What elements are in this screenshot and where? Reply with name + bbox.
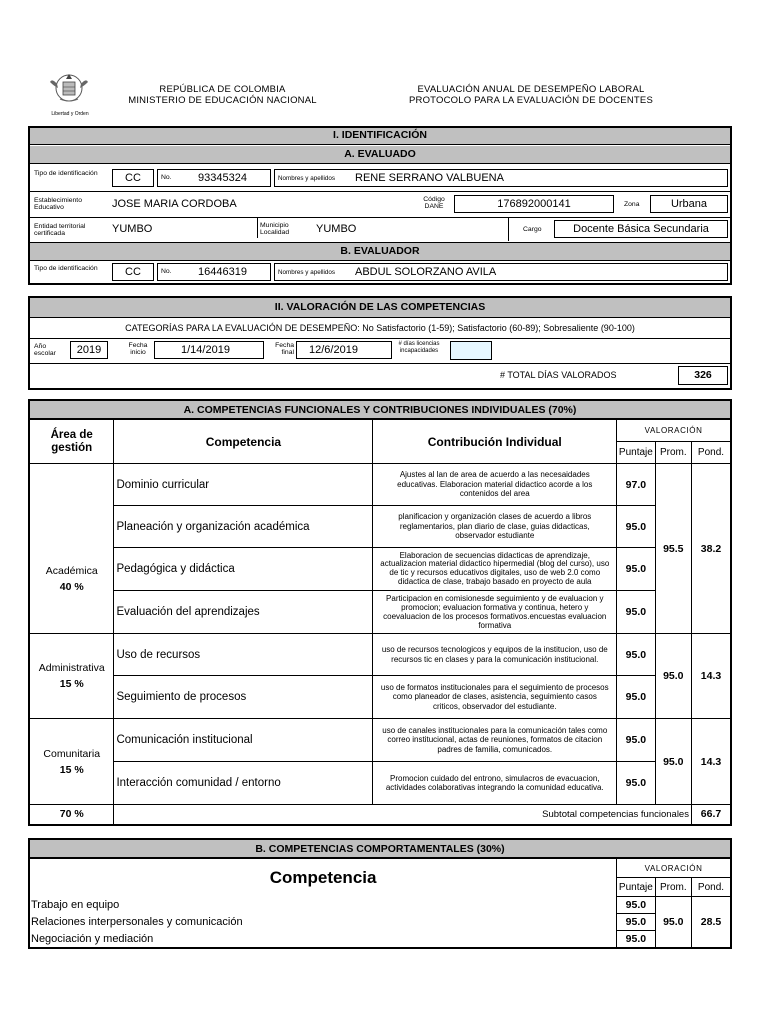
col-contribucion-header: Contribución Individual	[373, 420, 617, 464]
comp-prom-header: Prom.	[655, 878, 691, 897]
table-row	[29, 548, 731, 591]
establecimiento-label: Establecimiento Educativo	[34, 197, 82, 211]
col-valoracion-header: VALORACIÓN	[617, 420, 731, 442]
pond-academica: 38.2	[691, 464, 731, 634]
municipio-label: Municipio Localidad	[257, 218, 293, 238]
col-puntaje-header: Puntaje	[617, 442, 655, 464]
table-row	[29, 591, 731, 634]
area-comunitaria-name: Comunitaria	[43, 747, 101, 760]
comportamentales-title: B. COMPETENCIAS COMPORTAMENTALES (30%)	[28, 838, 732, 858]
municipio-value[interactable]: YUMBO	[316, 223, 357, 235]
col-area-header: Área de gestión	[29, 420, 114, 464]
tipo-id-label: Tipo de identificación	[34, 170, 98, 177]
area-administrativa-name: Administrativa	[38, 662, 105, 674]
col-competencia-header: Competencia	[114, 420, 373, 464]
puntaje-cell[interactable]: 95.0	[617, 506, 655, 548]
nombre-box	[274, 169, 728, 187]
valoracion-title: II. VALORACIÓN DE LAS COMPETENCIAS	[30, 298, 730, 318]
contribucion-cell[interactable]: uso de recursos tecnologicos y equipos de la institucion, uso de recursos tic en clases y para la comunicación institucional.	[373, 634, 617, 676]
header-right-line2: PROTOCOLO PARA LA EVALUACIÓN DE DOCENTES	[409, 95, 653, 106]
puntaje-cell[interactable]: 97.0	[617, 464, 655, 506]
no-id-label: No.	[161, 174, 172, 181]
ev-no-id-box	[157, 263, 271, 281]
prom-administrativa: 95.0	[655, 634, 691, 719]
comportamental-puntaje[interactable]: 95.0	[617, 914, 655, 931]
funcionales-title: A. COMPETENCIAS FUNCIONALES Y CONTRIBUCIONES INDIVIDUALES (70%)	[28, 399, 732, 419]
anio-label: Año escolar	[34, 343, 56, 357]
comportamental-cell: Trabajo en equipo	[31, 899, 120, 911]
comportamental-pond: 28.5	[691, 897, 731, 948]
fecha-final-field[interactable]: 12/6/2019	[296, 341, 392, 359]
dane-label: Código DANE	[423, 196, 445, 210]
evaluador-title: B. EVALUADOR	[30, 243, 730, 261]
table-row	[29, 719, 731, 762]
comportamental-prom: 95.0	[655, 897, 691, 948]
evaluado-row1	[30, 165, 730, 192]
nombre-value[interactable]: RENE SERRANO VALBUENA	[355, 172, 504, 184]
funcionales-table	[28, 419, 732, 826]
total-dias-field[interactable]: 326	[678, 366, 728, 385]
cargo-field[interactable]: Docente Básica Secundaria	[554, 220, 728, 238]
subtotal-value: 66.7	[691, 805, 731, 825]
competencia-cell: Evaluación del aprendizajes	[114, 591, 373, 634]
ev-nombre-value[interactable]: ABDUL SOLORZANO AVILA	[355, 266, 497, 278]
table-row	[29, 762, 731, 805]
header-left	[120, 84, 325, 106]
ev-nombre-box	[274, 263, 728, 281]
entidad-label: Entidad territorial certificada	[34, 223, 86, 237]
area-comunitaria-pct: 15 %	[59, 763, 84, 776]
ev-no-id-value[interactable]: 16446319	[198, 266, 247, 278]
fecha-inicio-label: Fecha inicio	[128, 342, 148, 356]
puntaje-cell[interactable]: 95.0	[617, 634, 655, 676]
table-row	[29, 676, 731, 719]
evaluador-row	[30, 262, 730, 283]
evaluado-title: A. EVALUADO	[30, 146, 730, 164]
comp-valoracion-header: VALORACIÓN	[617, 859, 731, 878]
ev-tipo-id-field[interactable]: CC	[112, 263, 154, 281]
area-academica	[29, 464, 114, 634]
identificacion-section	[28, 126, 732, 285]
ev-no-id-label: No.	[161, 268, 172, 275]
tipo-id-field[interactable]: CC	[112, 169, 154, 187]
comportamental-cell: Relaciones interpersonales y comunicación	[31, 916, 243, 928]
puntaje-cell[interactable]: 95.0	[617, 719, 655, 762]
contribucion-cell[interactable]: Promocion cuidado del entrono, simulacros de evacuacion, actividades colaborativas integrando la comunidad educativa.	[373, 762, 617, 805]
dias-licencias-label: # días licencias incapacidades	[398, 341, 440, 354]
contribucion-cell[interactable]: uso de formatos institucionales para el seguimiento de procesos como planeador de clases, asistencia, seguimiento casos criticos, observador del estudiante.	[373, 676, 617, 719]
comportamental-puntaje[interactable]: 95.0	[617, 931, 655, 948]
entidad-value[interactable]: YUMBO	[112, 223, 153, 235]
comp-header: Competencia	[29, 859, 617, 897]
anio-field[interactable]: 2019	[70, 341, 108, 359]
valoracion-section	[28, 296, 732, 390]
competencia-cell: Pedagógica y didáctica	[114, 548, 373, 591]
area-academica-pct: 40 %	[59, 580, 84, 593]
contribucion-cell[interactable]: planificacion y organización clases de acuerdo a libros reglamentarios, plan diario de clase, guias didacticas, observador estudiante	[373, 506, 617, 548]
table-row	[29, 464, 731, 506]
competencia-cell: Comunicación institucional	[114, 719, 373, 762]
fecha-inicio-field[interactable]: 1/14/2019	[154, 341, 264, 359]
no-id-value[interactable]: 93345324	[198, 172, 247, 184]
header-right	[388, 84, 674, 106]
evaluado-row3	[30, 218, 730, 243]
header-right-line1: EVALUACIÓN ANUAL DE DESEMPEÑO LABORAL	[417, 84, 645, 95]
competencia-cell: Uso de recursos	[114, 634, 373, 676]
header-left-line2: MINISTERIO DE EDUCACIÓN NACIONAL	[128, 95, 317, 106]
area-administrativa-pct: 15 %	[59, 678, 84, 690]
contribucion-cell[interactable]: uso de canales institucionales para la comunicación tales como correo institucional, actas de reuniones, formatos de citacion padres de familia, comunicados.	[373, 719, 617, 762]
fecha-final-label: Fecha final	[275, 342, 294, 356]
col-pond-header: Pond.	[691, 442, 731, 464]
zona-field[interactable]: Urbana	[650, 195, 728, 213]
establecimiento-value[interactable]: JOSE MARIA CORDOBA	[112, 198, 237, 210]
ev-nombre-label: Nombres y apellidos	[278, 269, 336, 276]
contribucion-cell[interactable]	[373, 548, 617, 591]
dias-licencias-field[interactable]	[450, 341, 492, 360]
puntaje-cell[interactable]: 95.0	[617, 676, 655, 719]
colombia-seal-icon	[48, 68, 90, 112]
cargo-label: Cargo	[508, 218, 554, 241]
no-id-box	[157, 169, 271, 187]
subtotal-label: Subtotal competencias funcionales	[114, 805, 692, 825]
categorias-text: CATEGORÍAS PARA LA EVALUACIÓN DE DESEMPEÑO: No Satisfactorio (1-59); Satisfactorio (60-89); Sobresaliente (90-100)	[30, 318, 730, 339]
table-row	[29, 506, 731, 548]
zona-label: Zona	[624, 201, 640, 208]
competencia-cell: Seguimiento de procesos	[114, 676, 373, 719]
prom-academica: 95.5	[655, 464, 691, 634]
competencia-cell: Interacción comunidad / entorno	[114, 762, 373, 805]
table-row	[29, 897, 731, 914]
col-prom-header: Prom.	[655, 442, 691, 464]
prom-comunitaria: 95.0	[655, 719, 691, 805]
header-left-line1: REPÚBLICA DE COLOMBIA	[159, 84, 286, 95]
area-administrativa	[29, 634, 114, 719]
evaluado-row2	[30, 192, 730, 218]
comp-pond-header: Pond.	[691, 878, 731, 897]
fechas-row	[30, 339, 730, 364]
comp-puntaje-header: Puntaje	[617, 878, 655, 897]
competencia-cell: Dominio curricular	[114, 464, 373, 506]
seal-caption: Libertad y Orden	[51, 111, 89, 117]
area-comunitaria	[29, 719, 114, 805]
comportamentales-table	[28, 858, 732, 949]
puntaje-cell[interactable]: 95.0	[617, 762, 655, 805]
pond-comunitaria: 14.3	[691, 719, 731, 805]
puntaje-cell[interactable]: 95.0	[617, 548, 655, 591]
ev-tipo-id-label: Tipo de identificación	[34, 265, 98, 272]
pond-administrativa: 14.3	[691, 634, 731, 719]
comportamental-puntaje[interactable]: 95.0	[617, 897, 655, 914]
table-row	[29, 914, 731, 931]
table-row	[29, 931, 731, 948]
identificacion-title: I. IDENTIFICACIÓN	[30, 128, 730, 145]
contribucion-cell[interactable]: Ajustes al lan de area de acuerdo a las necesaidades educativas. Elaboracion material didactico acorde a los contenidos del area	[373, 464, 617, 506]
contribucion-cell[interactable]: Participacion en comisionesde seguimiento y de evaluacion y promocion; evaluacion formativa y continua, hetero y coevaluacion de los procesos formativos.encuestas evaluacion formativa	[373, 591, 617, 634]
comportamental-cell: Negociación y mediación	[31, 932, 154, 945]
subtotal-row	[29, 805, 731, 825]
dane-field[interactable]: 176892000141	[454, 195, 614, 213]
total-dias-label: # TOTAL DÍAS VALORADOS	[500, 370, 617, 380]
area-academica-name: Académica	[45, 564, 98, 577]
total-pct: 70 %	[29, 805, 114, 825]
table-row	[29, 634, 731, 676]
contribucion-text: Elaboracion de secuencias didacticas de aprendizaje, actualizacion material didactico hipermedial (blog del curso), uso de tic y recursos educativos digitales, uso de web 2.0 como didactica de clase, trabajo basado en proyecto de aula	[380, 550, 610, 586]
nombre-label: Nombres y apellidos	[278, 175, 336, 182]
competencia-cell: Planeación y organización académica	[114, 506, 373, 548]
puntaje-cell[interactable]: 95.0	[617, 591, 655, 634]
